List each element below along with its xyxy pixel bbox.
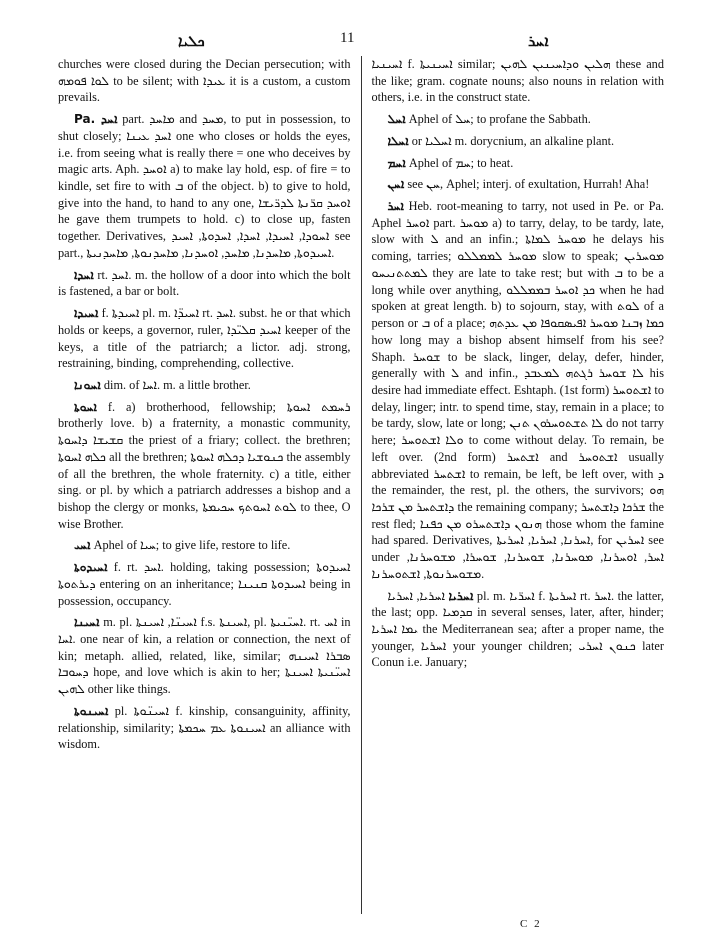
dictionary-entry xyxy=(58,559,351,609)
entry-headword: ܐܚܠ xyxy=(387,112,406,127)
page-header xyxy=(58,30,664,56)
entry-headword: ܐܚܝܕܘܬܐ xyxy=(74,560,108,575)
entry-definition: Aphel of ܚܝܐ; to give life, restore to life. xyxy=(93,538,291,553)
entry-headword: ܐܚܢ xyxy=(387,177,405,192)
dictionary-entry xyxy=(58,399,351,533)
entry-definition: part. ܡܐܚܕ and ܡܚܕ, to put in possession, to shut closely; ܐܚܕ ܥܝܢܐ one who closes or holds the eyes, i.e. from seeing what is really there = one who deceives by magic arts. Aph. ܐܘܚܕ a) to make lay hold, esp. of fire = to kindle, set fire to with ܒ of the object. b) to give to hold, give into the hand, to hand to any one, ܐܘܚܕ ܩܪ̈ܢܬܐ ܠܕܪ̈ܝܫܐ he gave them trumpets to hold. c) to close up, fasten together. Derivatives, ܐܚܘܕܐ, ܐܚܝܕܐ, ܐܚܕܐ, ܐܚܕܘܬܐ, ܐܚܝܕ see part., ܐܚܝܕܘܬܐ, ܡܐܚܕܢܐ, ܡܐܚܕ, ܐܘܚܕܢܐ, ܡܐܚܕܢܘܬܐ, ܡܐܚܕܢܝܬܐ. xyxy=(58,112,351,260)
entry-headword: ܐܚܝ xyxy=(74,538,91,553)
entry-definition: Heb. root-meaning to tarry, not used in Pe. or Pa. Aphel ܐܘܚܪ part. ܡܘܚܪ a) to tarry, delay, to be tardy, late, slow with ܠ and an infin.; ܡܘܚܪ ܠܡܐܬܐ he delays his coming, tarries; ܡܘܚܪ ܠܡܡܠܠܘ slow to speak; ܡܘܚܪܝܢ ܠܡܬܬܢܝܚܘ they are late to take rest; but with ܒ to be a long while over anything, ܟܕ ܐܘܚܪ ܒܡܡܠܠܘ when he had spoken at great length. b) to sojourn, stay, with ܠܘܬ of a person or ܒ of a place; ܟܡܐ ܙܒܢܐ ܡܘܚܪ ܐܦܝܣܩܘܦܐ ܡܢ ܥܕܬܗ how long may a bishop absent himself from his see? Shaph. ܫܘܚܪ to be slack, linger, delay, defer, hinder, generally with ܠ and infin., ܠܐ ܫܘܚܪ ܪܓܬܗ ܠܡܥܒܕ his desire had immediate effect. Eshtaph. (1st form) ܐܫܬܘܚܪ to delay, linger; intr. to spend time, stay, remain in a place; to be tardy, slow, late or long; ܠܐ ܬܫܬܘܚܪܘܢ ܬܢܢ do not tarry here; ܘܠܐ ܐܫܬܘܚܪ to come without delay. To remain, be left over. (2nd form) ܐܫܬܚܪ and ܐܫܬܘܚܪ usually abbreviated ܐܫܬܚܪ to remain, be left, be left over, with ܕ the remainder, the rest, pl. the others, the survivors; ܗܘ ܕܐܫܬܚܪ ܡܢ ܫܪܟܐ the remaining company; ܫܪܟܐ ܕܐܫܬܚܪ the rest fled; ܗܢܘܢ ܕܐܫܬܚܪܘ ܡܢ ܟܦܢܐ those whom the famine had spared. Derivatives, ܐܚܪܢܐ, ܐܚܪܝܐ, ܐܚܪܝܬܐ, for ܐܚܪܝܢ see under ܐܚܪ, ܐܘܚܪܢܐ, ܡܘܚܪܢܐ, ܫܘܚܪܢܐ, ܫܘܚܪܐ, ܡܫܘܚܪܢܐ, ܡܫܘܚܪܢܘܬܐ, ܐܫܬܘܚܪܢܐ. xyxy=(371,199,664,581)
entry-headword: ܐܚܪܝܐ xyxy=(448,588,474,603)
entry-headword: ܐܚܝܕܐ xyxy=(74,306,99,321)
entry-definition: pl. ܐܚܝܢ̈ܘܬܐ f. kinship, consanguinity, affinity, relationship, similarity; ܐܚܝܢܘܬܐ ܥܡ ܚܟܡܬܐ an alliance with wisdom. xyxy=(58,703,351,752)
entry-headword: ܐܚܡ xyxy=(387,155,406,170)
dictionary-entry xyxy=(371,56,664,106)
dictionary-entry xyxy=(58,267,351,300)
dictionary-entry xyxy=(371,588,664,672)
dictionary-entry xyxy=(58,305,351,372)
entry-headword: ܐܚܘܢܐ xyxy=(74,377,101,392)
entry-definition: f. rt. ܐܚܕ. holding, taking possession; ܐܚܝܕܘܬܐ ܕܝܪܬܘܬܐ entering on an inheritance; ܐܚܝܕܘܬܐ ܩܢܝܢܐ being in possession, occupancy. xyxy=(58,560,351,608)
left-column xyxy=(58,56,361,914)
dictionary-entry xyxy=(58,614,351,698)
entry-headword: ܐܚܕܐ xyxy=(74,267,94,282)
entry-definition: rt. ܐܚܕ. m. the hollow of a door into which the bolt is fastened, a bar or bolt. xyxy=(58,267,351,299)
entry-definition: churches were closed during the Decian persecution; with ܠܘܐ ܦܘܡܗ to be silent; with ܥܝܕܐ it is a custom, a custom prevails. xyxy=(58,57,351,105)
header-right-word: ܐܚܪ xyxy=(528,32,549,50)
entry-definition: f. a) brotherhood, fellowship; ܪܚܡܬ ܐܚܘܬܐ brotherly love. b) a fraternity, a monastic community, ܩܫܝܫܐ ܕܐܚܘܬܐ the priest of a friary; collect. the brethren; ܟܠܗ ܐܚܘܬܐ all the brethren; ܟܢܘܫܝܐ ܕܟܠܗ ܐܚܘܬܐ the assembly of all the brethren, the whole fraternity. c) a title, either sing. or pl. by which a patriarch addresses a bishop and a bishop the clergy or monks, ܠܘܬ ܐܚܘܬܟ ܚܟܝܡܬܐ to thee, O wise Brother. xyxy=(58,399,351,531)
dictionary-entry xyxy=(58,377,351,394)
dictionary-entry xyxy=(371,176,664,193)
entry-definition: see ܚܢ, Aphel; interj. of exultation, Hurrah! Aha! xyxy=(407,177,650,192)
page-number: 11 xyxy=(340,30,355,46)
dictionary-entry xyxy=(371,133,664,150)
dictionary-entry xyxy=(58,703,351,753)
entry-definition: f. ܐܚܝܕܬܐ pl. m. ܐܚܝܕ̈ܐ rt. ܐܚܕ. subst. he or that which holds or keeps, a governor, ruler, ܐܚܝܕ ܩܠܝ̈ܕܐ keeper of the keys, a title of the patriarch; a lictor. adj. strong, restraining, binding, comprehending, collective. xyxy=(58,306,351,371)
columns xyxy=(58,56,664,914)
entry-definition: dim. of ܐܚܐ. m. a little brother. xyxy=(103,377,251,392)
entry-definition: or ܐܚܠܝܐ m. dorycnium, an alkaline plant. xyxy=(411,133,615,148)
right-column xyxy=(361,56,664,914)
entry-headword: Pa. ܐܚܕ xyxy=(74,112,118,127)
entry-definition: ܐܚܪܝܐ, ܐܚܪܝܐ pl. m. ܐܚܪ̈ܝܐ f. ܐܚܪܝܬܐ rt. ܐܚܪ. the latter, the last; opp. ܩܕܡܝܐ in several senses, later, after, hinder; ܝܡܐ ܐܚܪܝܐ the Mediterranean sea; after a proper name, the younger, ܐܚܪܝܐ your younger children; ܟܢܘܢ ܐܚܪܝ later Conun i.e. January; xyxy=(371,588,664,670)
dictionary-entry xyxy=(371,198,664,583)
dictionary-entry xyxy=(58,537,351,554)
signature-mark: C 2 xyxy=(520,918,542,930)
entry-definition: m. pl. ܐܚܝܢ̈ܐ, ܐܚܝܢܬܐ f.s. ܐܚܝܢܬܐ, pl. ܐܚܝ̈ܢܝܬܐ. rt. ܐܚ in ܐܚܐ. one near of kin, a relation or connection, the next of kin; metaph. allied, related, like, similar; ܣܒܪܐ ܐܚܝܢܗ ܕܚܘܒܐ hope, and love which is akin to her; ܐܚܝ̈ܢܝܬܐ ܐܚܝܢܬܐ ܠܗܝܢ other like things. xyxy=(58,615,351,697)
dictionary-entry xyxy=(371,111,664,128)
dictionary-entry xyxy=(58,111,351,261)
entry-headword: ܐܚܘܬܐ xyxy=(74,399,97,414)
entry-headword: ܐܚܪ xyxy=(387,199,404,214)
entry-definition: ܐܚܝܢܝܐ f. ܐܚܝܢܝܬܐ similar; ܗܠܝܢ ܘܕܐܚܝܢܝܢ ܠܗܝܢ these and the like; gram. cognate nouns; also nouns in relation with others, i.e. in the construct state. xyxy=(371,57,664,105)
entry-headword: ܐܚܝܢܐ xyxy=(74,615,100,630)
entry-headword: ܐܚܠܐ xyxy=(387,133,409,148)
entry-definition: Aphel of ܚܠ; to profane the Sabbath. xyxy=(408,112,591,127)
dictionary-entry xyxy=(58,56,351,106)
entry-headword: ܐܚܝܢܘܬܐ xyxy=(74,703,109,718)
dictionary-entry xyxy=(371,155,664,172)
entry-definition: Aphel of ܚܡ; to heat. xyxy=(408,155,514,170)
header-left-word: ܟܠܝܐ xyxy=(178,32,205,50)
